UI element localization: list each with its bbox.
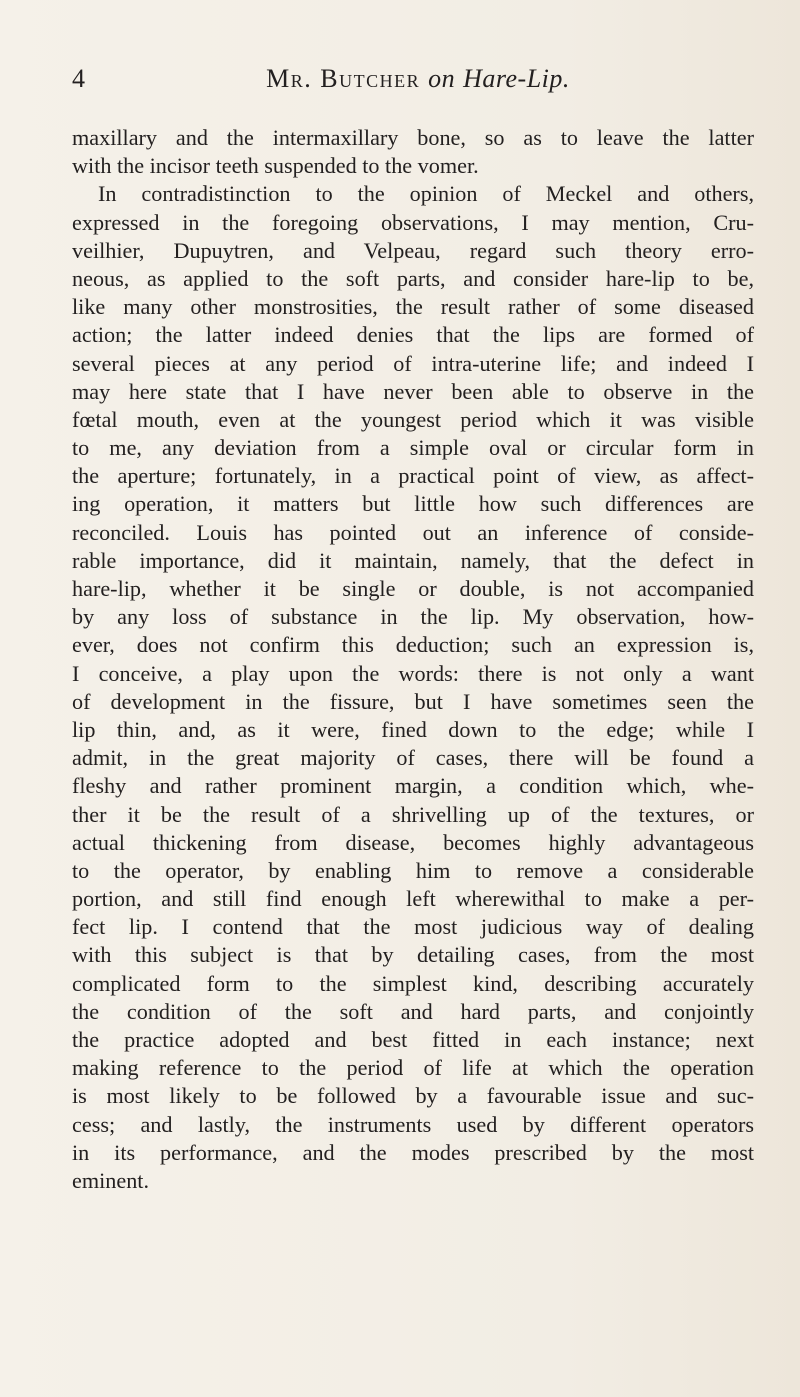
text-line: several pieces at any period of intra-uterine life; and indeed I [72,350,754,376]
text-line: eminent. [72,1167,150,1193]
running-header [72,64,754,104]
text-line: like many other monstrosities, the result rather of some diseased [72,294,754,320]
text-line: fleshy and rather prominent margin, a condition which, whe- [72,773,754,799]
text-line: actual thickening from disease, becomes highly advantageous [72,829,754,855]
text-line: action; the latter indeed denies that the lips are formed of [72,322,754,348]
running-title-author: Mr. Butcher [266,64,421,93]
text-line: ing operation, it matters but little how such differences are [72,491,754,517]
text-line: In contradistinction to the opinion of Meckel and others, [98,181,754,207]
text-line: with the incisor teeth suspended to the vomer. [72,153,479,179]
text-line: the practice adopted and best fitted in each instance; next [72,1027,754,1052]
text-line: complicated form to the simplest kind, describing accurately [72,970,754,996]
running-title-connector: on [428,64,456,93]
text-line: veilhier, Dupuytren, and Velpeau, regard such theory erro- [72,237,754,263]
text-line: to me, any deviation from a simple oval or circular form in [72,435,754,461]
page-number: 4 [72,64,85,93]
text-line: cess; and lastly, the instruments used by different operators [72,1111,754,1137]
text-line: fœtal mouth, even at the youngest period which it was visible [72,406,754,432]
body-text [72,124,754,1195]
running-title-subject: Hare-Lip. [463,64,570,93]
text-line: admit, in the great majority of cases, there will be found a [72,745,754,771]
text-line: fect lip. I contend that the most judicious way of dealing [72,914,754,940]
text-line: portion, and still find enough left wherewithal to make a per- [72,886,754,912]
text-line: making reference to the period of life at which the operation [72,1055,754,1081]
text-line: the condition of the soft and hard parts, and conjointly [72,998,754,1024]
text-line: rable importance, did it maintain, namely, that the defect in [72,547,754,573]
text-line: lip thin, and, as it were, fined down to the edge; while I [72,716,754,742]
text-line: of development in the fissure, but I have sometimes seen the [72,688,754,714]
text-line: ever, does not confirm this deduction; such an expression is, [72,632,754,658]
text-line: may here state that I have never been able to observe in the [72,378,754,404]
text-line: with this subject is that by detailing cases, from the most [72,942,754,968]
text-line: neous, as applied to the soft parts, and consider hare-lip to be, [72,265,754,291]
text-line: expressed in the foregoing observations, I may mention, Cru- [72,209,754,235]
text-line: by any loss of substance in the lip. My observation, how- [72,604,754,630]
text-line: reconciled. Louis has pointed out an inference of conside- [72,519,754,545]
text-line: maxillary and the intermaxillary bone, so as to leave the latter [72,125,754,150]
text-line: in its performance, and the modes prescribed by the most [72,1139,754,1165]
text-line: ther it be the result of a shrivelling up of the textures, or [72,801,754,827]
text-line: hare-lip, whether it be single or double, is not accompanied [72,576,754,601]
text-line: to the operator, by enabling him to remove a considerable [72,857,754,883]
text-line: the aperture; fortunately, in a practical point of view, as affect- [72,463,754,489]
text-line: I conceive, a play upon the words: there is not only a want [72,660,754,686]
running-title [72,64,754,94]
text-line: is most likely to be followed by a favourable issue and suc- [72,1083,754,1109]
